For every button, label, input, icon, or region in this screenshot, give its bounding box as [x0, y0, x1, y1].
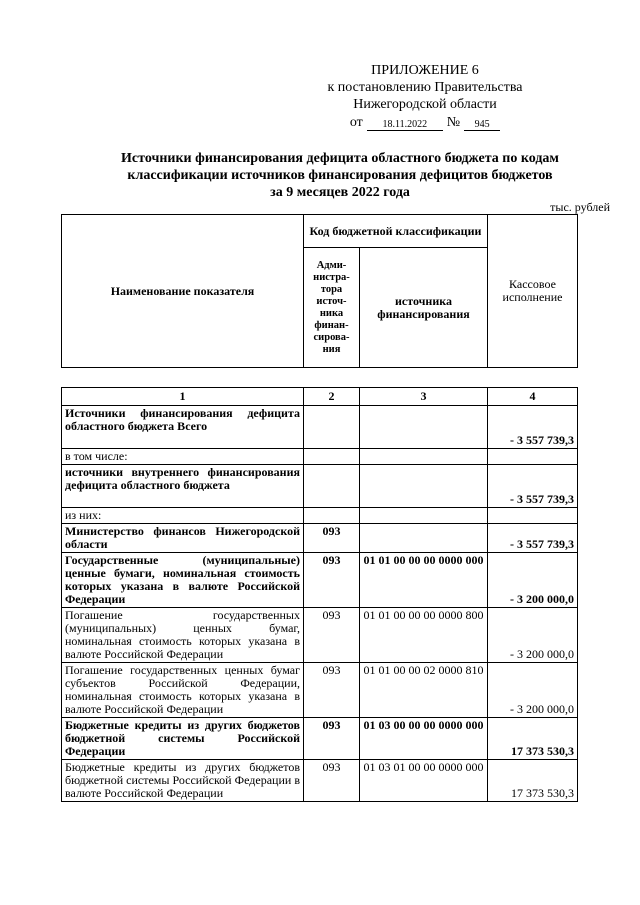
- header-code-group: Код бюджетной классификации: [304, 215, 488, 248]
- table-row: [62, 760, 578, 802]
- annex-block: [300, 62, 550, 131]
- document-title: [60, 150, 620, 201]
- table-row: [62, 663, 578, 718]
- row-name: Бюджетные кредиты из других бюджетов бюджетной системы Российской Федерации в валюте Российской Федерации: [62, 760, 304, 802]
- title-line-2: классификации источников финансирования дефицитов бюджетов: [127, 168, 553, 183]
- row-admin: 093: [304, 608, 360, 663]
- annex-date: 18.11.2022: [367, 119, 443, 131]
- row-amount: 17 373 530,3: [488, 718, 578, 760]
- table-row: [62, 449, 578, 465]
- row-code: [360, 524, 488, 553]
- header-execution: Кассовое исполнение: [488, 215, 578, 368]
- column-number: 1: [62, 388, 304, 406]
- header-name: Наименование показателя: [62, 215, 304, 368]
- row-amount: - 3 200 000,0: [488, 553, 578, 608]
- row-admin: 093: [304, 760, 360, 802]
- row-name: Министерство финансов Нижегородской области: [62, 524, 304, 553]
- annex-line-1: к постановлению Правительства: [327, 80, 523, 95]
- row-amount: - 3 200 000,0: [488, 663, 578, 718]
- table-row: [62, 508, 578, 524]
- units-label: тыс. рублей: [550, 200, 610, 214]
- data-table: [61, 387, 578, 802]
- annex-title: ПРИЛОЖЕНИЕ 6: [371, 63, 479, 78]
- column-number: 4: [488, 388, 578, 406]
- row-name: Погашение государственных ценных бумаг субъектов Российской Федерации, номинальная стоимость которых указана в валюте Российской Федерации: [62, 663, 304, 718]
- row-amount: [488, 508, 578, 524]
- row-code: [360, 406, 488, 449]
- annex-number: 945: [464, 119, 500, 131]
- row-admin: [304, 508, 360, 524]
- row-name: источники внутреннего финансирования дефицита областного бюджета: [62, 465, 304, 508]
- column-number-row: [62, 388, 578, 406]
- row-name: Источники финансирования дефицита областного бюджета Всего: [62, 406, 304, 449]
- header-table: [61, 214, 578, 368]
- row-name: Государственные (муниципальные) ценные бумаги, номинальная стоимость которых указана в валюте Российской Федерации: [62, 553, 304, 608]
- row-amount: - 3 557 739,3: [488, 524, 578, 553]
- annex-from-label: от: [349, 115, 363, 130]
- row-amount: - 3 557 739,3: [488, 406, 578, 449]
- row-amount: [488, 449, 578, 465]
- row-amount: 17 373 530,3: [488, 760, 578, 802]
- row-admin: [304, 406, 360, 449]
- row-amount: - 3 557 739,3: [488, 465, 578, 508]
- header-source: источника финансирования: [360, 248, 488, 368]
- row-admin: [304, 449, 360, 465]
- row-admin: 093: [304, 524, 360, 553]
- table-row: [62, 608, 578, 663]
- row-code: [360, 465, 488, 508]
- row-name: Погашение государственных (муниципальных) ценных бумаг, номинальная стоимость которых указана в валюте Российской Федерации: [62, 608, 304, 663]
- row-admin: 093: [304, 553, 360, 608]
- row-admin: [304, 465, 360, 508]
- row-name: из них:: [62, 508, 304, 524]
- column-number: 2: [304, 388, 360, 406]
- row-code: 01 03 00 00 00 0000 000: [360, 718, 488, 760]
- row-name: Бюджетные кредиты из других бюджетов бюджетной системы Российской Федерации: [62, 718, 304, 760]
- row-code: [360, 508, 488, 524]
- table-row: [62, 553, 578, 608]
- row-code: 01 01 00 00 00 0000 800: [360, 608, 488, 663]
- annex-line-2: Нижегородской области: [353, 97, 497, 112]
- row-code: [360, 449, 488, 465]
- table-row: [62, 406, 578, 449]
- row-amount: - 3 200 000,0: [488, 608, 578, 663]
- row-code: 01 01 00 00 02 0000 810: [360, 663, 488, 718]
- row-code: 01 03 01 00 00 0000 000: [360, 760, 488, 802]
- column-number: 3: [360, 388, 488, 406]
- row-name: в том числе:: [62, 449, 304, 465]
- title-line-3: за 9 месяцев 2022 года: [270, 185, 410, 200]
- row-admin: 093: [304, 663, 360, 718]
- header-admin: Адми- нистра- тора источ- ника финан- сирова- ния: [304, 248, 360, 368]
- row-code: 01 01 00 00 00 0000 000: [360, 553, 488, 608]
- annex-number-label: №: [446, 115, 461, 130]
- annex-date-line: [300, 114, 550, 131]
- title-line-1: Источники финансирования дефицита областного бюджета по кодам: [121, 151, 559, 166]
- row-admin: 093: [304, 718, 360, 760]
- table-row: [62, 524, 578, 553]
- table-row: [62, 718, 578, 760]
- table-row: [62, 465, 578, 508]
